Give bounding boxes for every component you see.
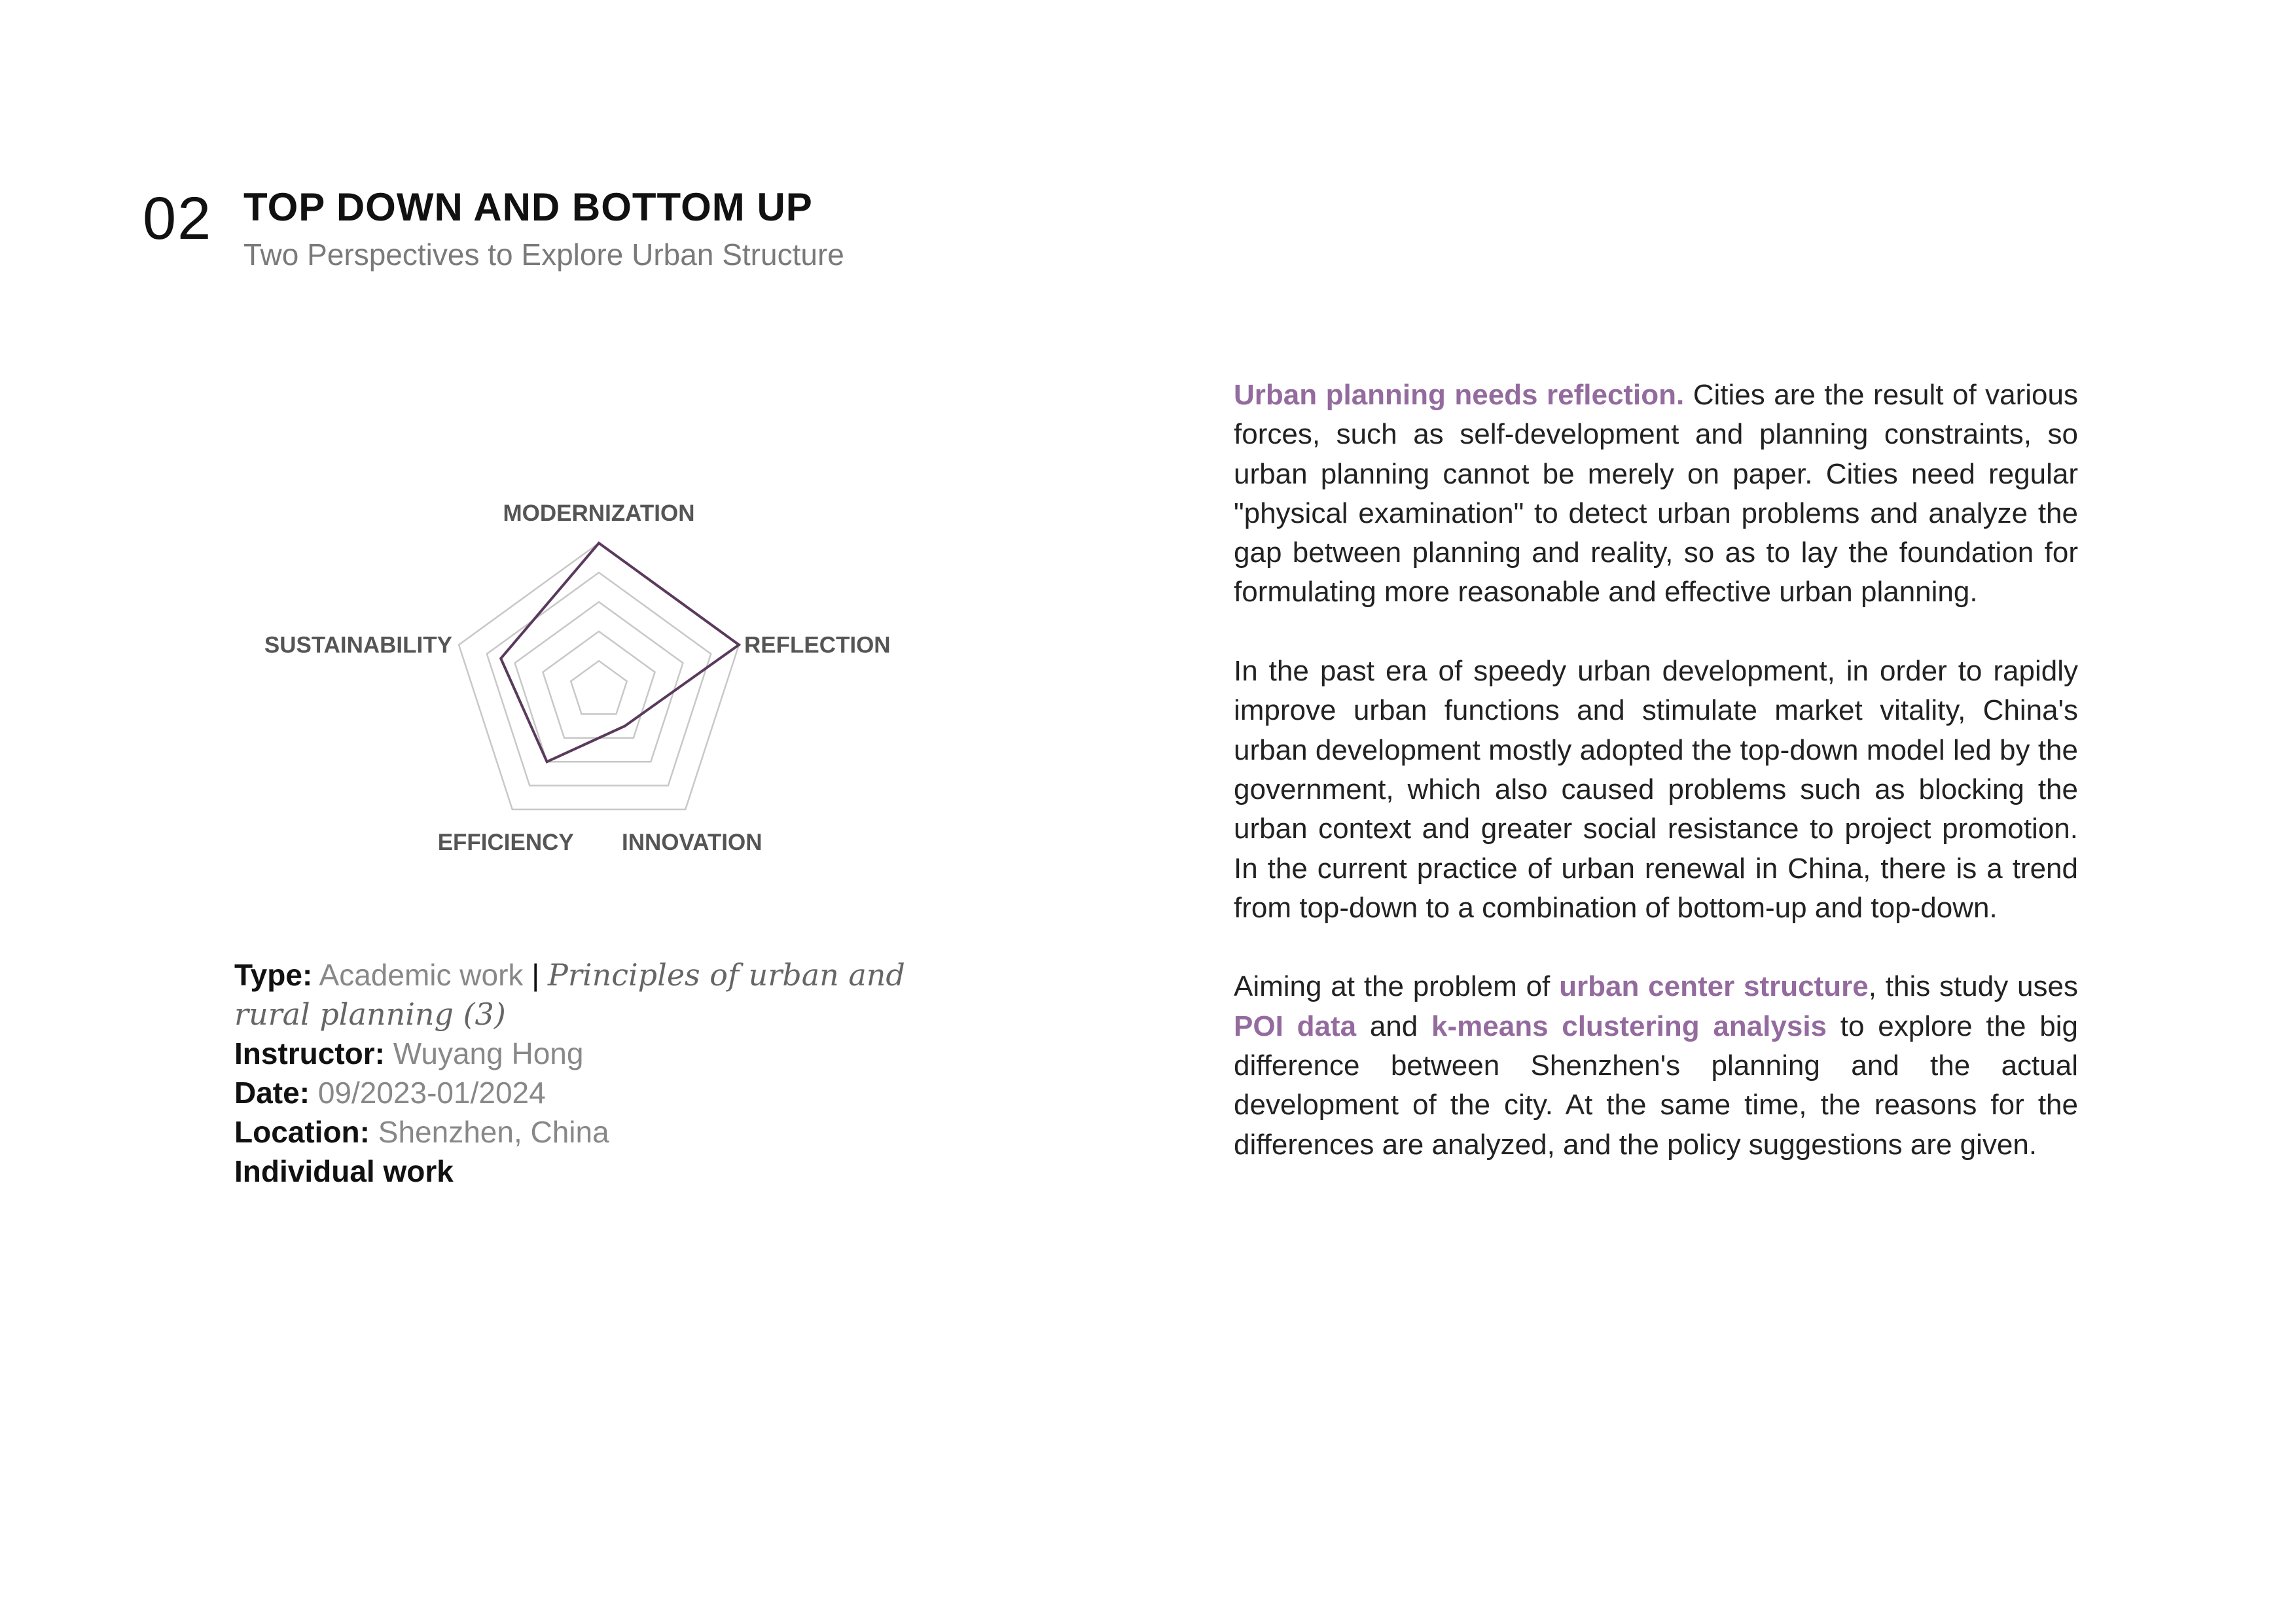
location-value: Shenzhen, China [378,1115,609,1149]
project-meta [234,955,954,1191]
radar-label-efficiency: EFFICIENCY [437,830,574,856]
radar-grid-ring-1 [571,661,627,714]
paragraph-3-text-d: to explore the big difference between Shenzhen's planning and the actual development of the city. At the same time, the reasons for the differences are analyzed, and the policy suggestions are given. [1234,1010,2078,1161]
keyword-kmeans: k-means clustering analysis [1431,1010,1827,1042]
paragraph-1 [1234,376,2078,612]
keyword-poi-data: POI data [1234,1010,1357,1042]
radar-grid-ring-2 [543,631,655,738]
meta-date-line [234,1073,954,1112]
paragraph-2: In the past era of speedy urban development, in order to rapidly improve urban functions and stimulate market vitality, China's urban development mostly adopted the top-down model led by the government, which also caused problems such as blocking the urban context and greater social resistance to project promotion. In the current practice of urban renewal in China, there is a trend from top-down to a combination of bottom-up and top-down. [1234,655,2078,924]
project-number: 02 [143,185,213,252]
radar-label-reflection: REFLECTION [744,632,891,658]
radar-label-modernization: MODERNIZATION [503,501,695,526]
location-label: Location: [234,1115,370,1149]
paragraph-1-lead: Urban planning needs reflection. [1234,379,1685,411]
type-label: Type: [234,958,313,992]
paragraph-3 [1234,967,2078,1164]
radar-label-innovation: INNOVATION [621,830,762,856]
date-label: Date: [234,1076,310,1110]
type-value: Academic work [319,958,524,992]
project-title: TOP DOWN AND BOTTOM UP [243,185,813,229]
meta-type-line [234,955,954,1034]
paragraph-3-text-a: Aiming at the problem of [1234,970,1560,1003]
project-subtitle: Two Perspectives to Explore Urban Structure [243,238,844,272]
keyword-urban-center-structure: urban center structure [1559,970,1869,1003]
radar-axis-labels [264,501,891,855]
course-name: Principles of urban and rural planning (3) [234,957,905,1032]
paragraph-3-text-c: and [1356,1010,1431,1042]
work-mode: Individual work [234,1154,454,1188]
instructor-label: Instructor: [234,1036,385,1070]
date-value: 09/2023-01/2024 [317,1076,546,1110]
meta-location-line [234,1112,954,1152]
type-separator: | [531,958,540,992]
radar-chart [223,484,942,877]
description [1234,376,2078,1204]
paragraph-3-text-b: , this study uses [1868,970,2078,1003]
meta-instructor-line [234,1034,954,1073]
radar-label-sustainability: SUSTAINABILITY [264,632,453,658]
paragraph-1-text: Cities are the result of various forces, such as self-development and planning constraints, so urban planning cannot be merely on paper. Cities need regular "physical examination" to detect urban problems and analyze the gap between planning and reality, so as to lay the foundation for formulating more reasonable and effective urban planning. [1234,379,2078,609]
instructor-value: Wuyang Hong [393,1036,584,1070]
